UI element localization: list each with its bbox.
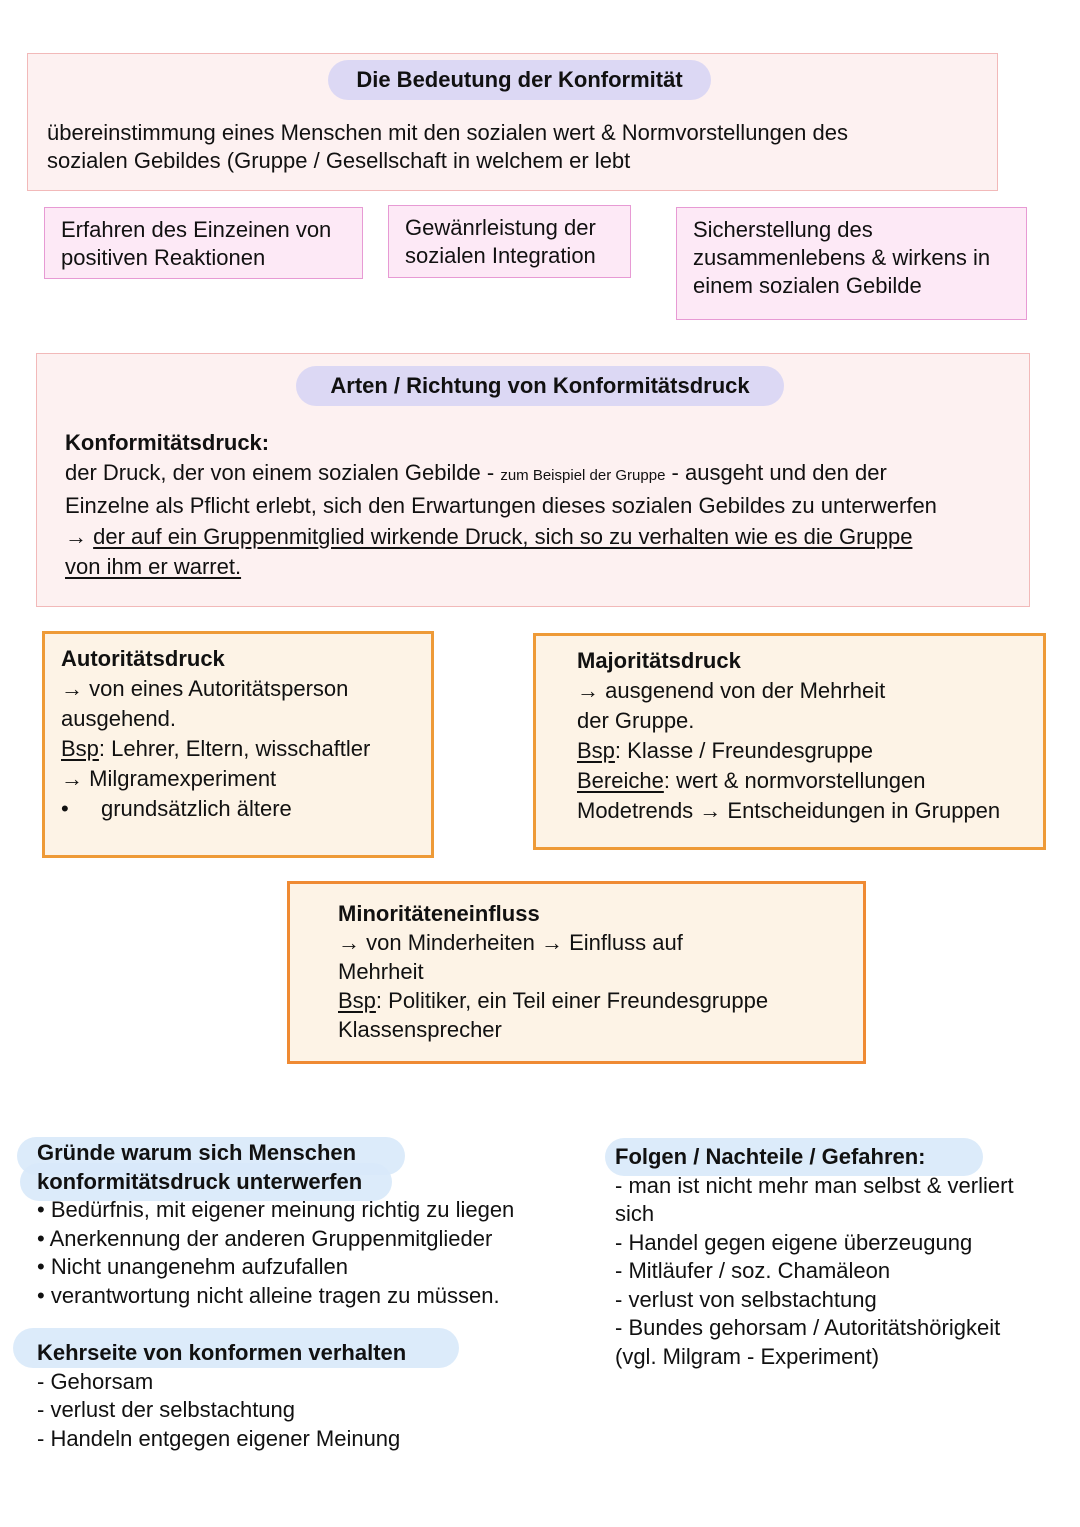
function-text: Gewänrleistung der xyxy=(405,215,596,240)
consequence-item: sich xyxy=(615,1201,655,1226)
reasons-section xyxy=(37,1139,514,1310)
definition-line: übereinstimmung eines Menschen mit den sozialen wert & Normvorstellungen des xyxy=(47,120,848,145)
authority-line: → Milgramexperiment xyxy=(61,766,277,791)
arrow-icon: → xyxy=(65,524,94,549)
function-box-positive-reactions xyxy=(44,207,363,279)
bsp-label: Bsp xyxy=(577,738,615,763)
consequences-section xyxy=(615,1143,1014,1371)
reason-item: • Anerkennung der anderen Gruppenmitglieder xyxy=(37,1225,493,1251)
authority-bullet-line xyxy=(61,794,431,824)
bsp-text: : Lehrer, Eltern, wisschaftler xyxy=(98,736,371,761)
function-text: sozialen Integration xyxy=(405,243,596,268)
majority-example xyxy=(577,736,1043,766)
conformity-pressure-definition xyxy=(65,428,1025,582)
reason-item: • verantwortung nicht alleine tragen zu müssen. xyxy=(37,1282,500,1308)
definition-line: sozialen Gebildes (Gruppe / Gesellschaft in welchem er lebt xyxy=(47,148,631,173)
reasons-title: Gründe warum sich Menschen xyxy=(37,1140,357,1165)
bullet-text: grundsätzlich ältere xyxy=(101,796,292,821)
minority-line: Klassensprecher xyxy=(338,1017,502,1042)
majority-pressure-box xyxy=(533,633,1046,850)
definition-line: Einzelne als Pflicht erlebt, sich den Erwartungen dieses sozialen Gebildes zu unterwerfen xyxy=(65,493,937,518)
reason-item: • Nicht unangenehm aufzufallen xyxy=(37,1254,349,1279)
minority-line: → von Minderheiten → Einfluss auf xyxy=(338,930,683,955)
bsp-text: : Klasse / Freundesgruppe xyxy=(614,738,873,763)
function-box-coexistence xyxy=(676,207,1027,320)
function-text: positiven Reaktionen xyxy=(61,245,266,270)
function-text: Sicherstellung des xyxy=(693,217,873,242)
downside-title: Kehrseite von konformen verhalten xyxy=(37,1340,407,1365)
meaning-definition xyxy=(47,119,987,175)
bereiche-text: : wert & normvorstellungen xyxy=(663,768,926,793)
authority-pressure-box xyxy=(42,631,434,858)
example-note: zum Beispiel der Gruppe xyxy=(500,467,666,484)
definition-text: der Druck, der von einem sozialen Gebilde - xyxy=(65,460,501,485)
authority-example xyxy=(61,734,431,764)
majority-line: Modetrends → Entscheidungen in Gruppen xyxy=(577,798,1001,823)
function-text: Erfahren des Einzeinen von xyxy=(61,217,332,242)
consequence-item: - man ist nicht mehr man selbst & verliert xyxy=(615,1172,1014,1198)
minority-example xyxy=(338,986,863,1015)
bereiche-label: Bereiche xyxy=(577,768,664,793)
consequence-item: - Bundes gehorsam / Autoritätshörigkeit xyxy=(615,1315,1001,1340)
bullet-icon: • xyxy=(61,796,69,821)
bsp-label: Bsp xyxy=(61,736,99,761)
definition-text: - ausgeht und den der xyxy=(665,460,887,485)
downside-item: - Handeln entgegen eigener Meinung xyxy=(37,1425,401,1451)
minority-line: Mehrheit xyxy=(338,959,424,984)
consequence-item: (vgl. Milgram - Experiment) xyxy=(615,1343,880,1369)
pressure-types-title: Arten / Richtung von Konformitätsdruck xyxy=(296,366,784,406)
majority-line: der Gruppe. xyxy=(577,708,695,733)
downside-item: - verlust der selbstachtung xyxy=(37,1397,296,1422)
reason-item: • Bedürfnis, mit eigener meinung richtig zu liegen xyxy=(37,1197,515,1222)
bsp-label: Bsp xyxy=(338,988,376,1013)
authority-line: ausgehend. xyxy=(61,706,176,731)
downside-item: - Gehorsam xyxy=(37,1368,154,1394)
consequences-title: Folgen / Nachteile / Gefahren: xyxy=(615,1144,926,1169)
summary-text: der auf ein Gruppenmitglied wirkende Druck, sich so zu verhalten wie es die Gruppe xyxy=(93,524,913,549)
consequence-item: - verlust von selbstachtung xyxy=(615,1286,877,1312)
authority-title: Autoritätsdruck xyxy=(61,646,225,671)
downside-section xyxy=(37,1339,406,1453)
minority-title: Minoritäteneinfluss xyxy=(338,901,540,926)
majority-line: → ausgenend von der Mehrheit xyxy=(577,678,886,703)
function-text: einem sozialen Gebilde xyxy=(693,273,922,298)
summary-line: von ihm er warret. xyxy=(65,554,242,579)
summary-line xyxy=(65,522,1025,552)
majority-areas xyxy=(577,766,1043,796)
consequence-item: - Handel gegen eigene überzeugung xyxy=(615,1229,973,1255)
authority-line: → von eines Autoritätsperson xyxy=(61,676,349,701)
majority-title: Majoritätsdruck xyxy=(577,648,741,673)
minority-influence-box xyxy=(287,881,866,1064)
bsp-text: : Politiker, ein Teil einer Freundesgruppe xyxy=(375,988,769,1013)
consequence-item: - Mitläufer / soz. Chamäleon xyxy=(615,1258,891,1283)
term-label: Konformitätsdruck: xyxy=(65,430,270,455)
meaning-title: Die Bedeutung der Konformität xyxy=(328,60,711,100)
definition-line xyxy=(65,458,1025,491)
function-text: zusammenlebens & wirkens in xyxy=(693,245,991,270)
function-box-social-integration xyxy=(388,205,631,278)
reasons-title: konformitätsdruck unterwerfen xyxy=(37,1168,363,1194)
